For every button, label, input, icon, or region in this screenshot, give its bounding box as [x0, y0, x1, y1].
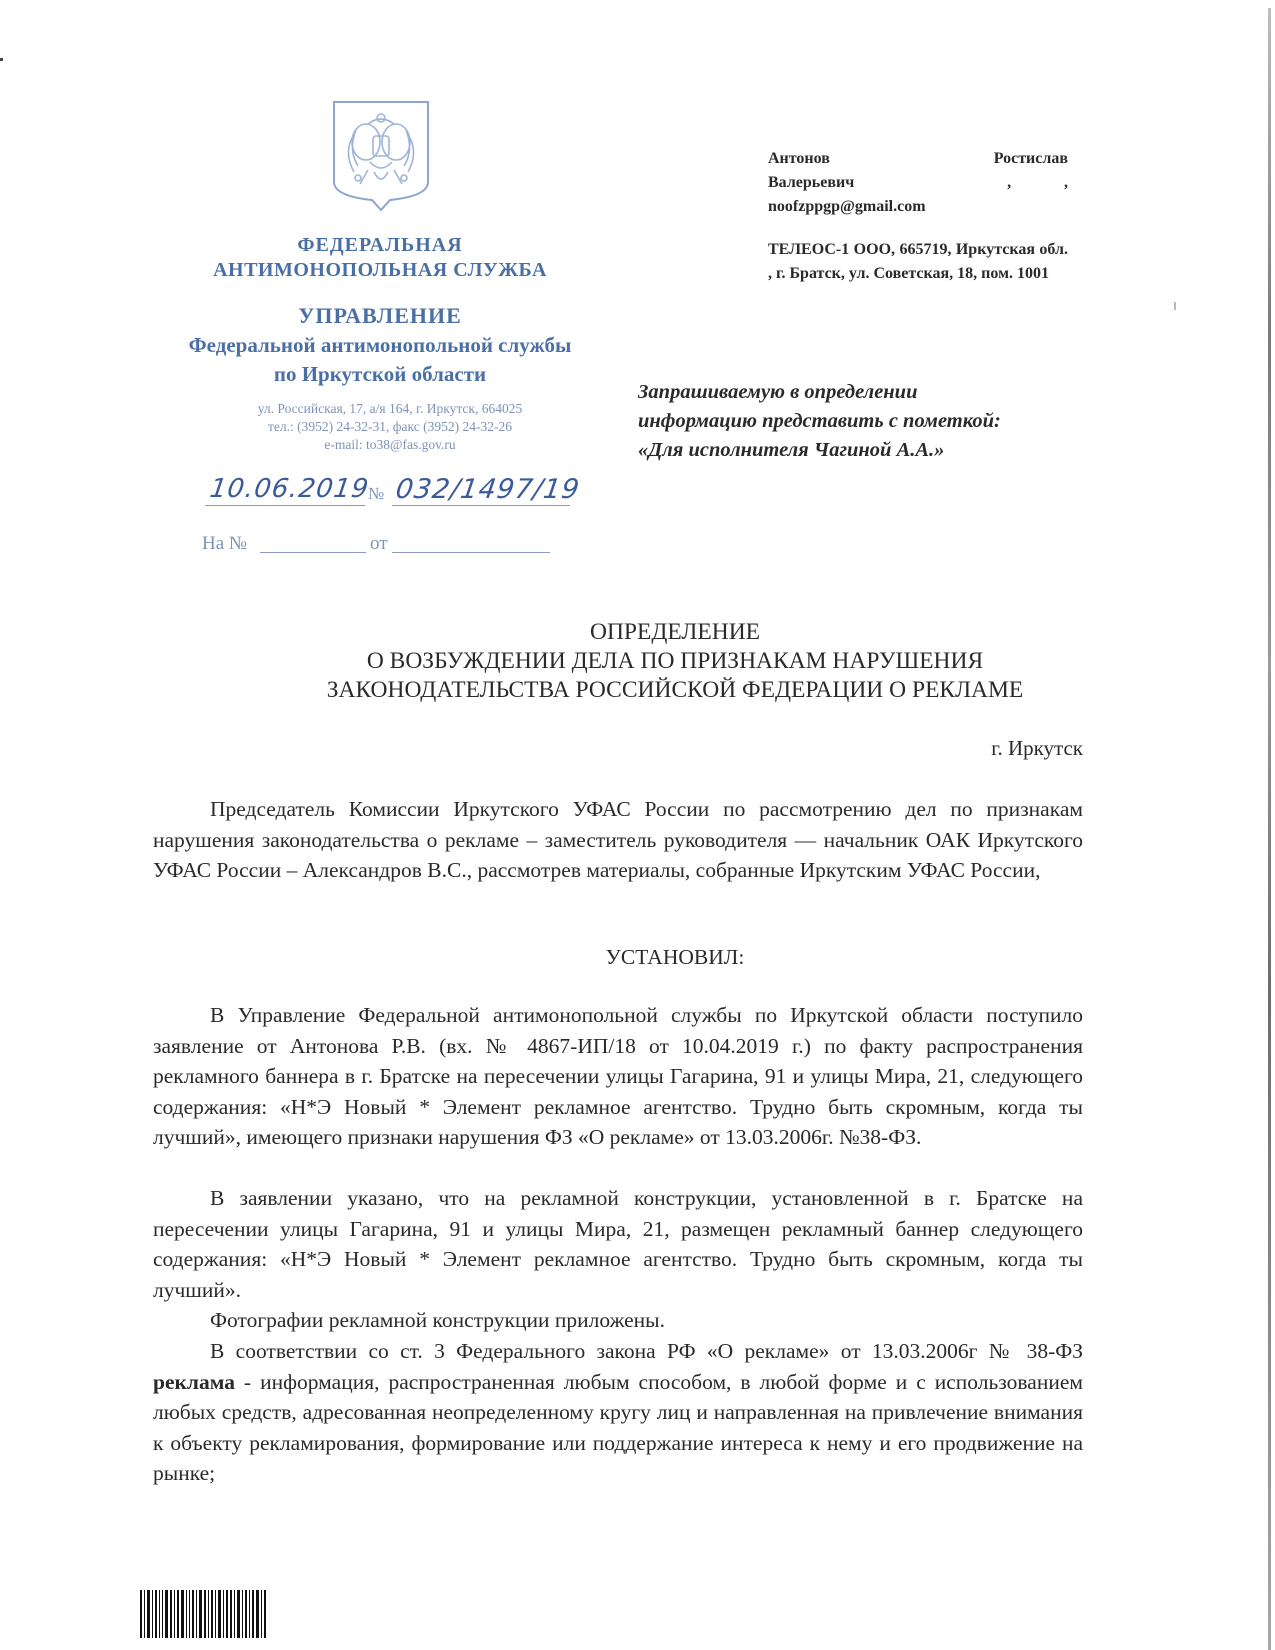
- barcode-bar: [186, 1590, 187, 1638]
- reply-from-field: [392, 552, 550, 553]
- body-paragraph-definition: [153, 1336, 1083, 1489]
- note-line3: «Для исполнителя Чагиной А.А.»: [638, 439, 945, 461]
- barcode: [140, 1590, 312, 1638]
- barcode-bar: [177, 1590, 179, 1638]
- document-title: ОПРЕДЕЛЕНИЕ: [589, 619, 761, 645]
- definition-term: реклама: [153, 1369, 235, 1394]
- dept-name-line1: УПРАВЛЕНИЕ: [298, 303, 462, 328]
- barcode-bar: [245, 1590, 247, 1638]
- document-subtitle-line1: О ВОЗБУЖДЕНИИ ДЕЛА ПО ПРИЗНАКАМ НАРУШЕНИЯ: [366, 648, 984, 674]
- body-paragraph: Фотографии рекламной конструкции приложены.: [210, 1308, 666, 1332]
- scan-artifact: [0, 58, 3, 61]
- barcode-bar: [170, 1590, 172, 1638]
- addressee-organization: ТЕЛЕОС-1 ООО, 665719, Иркутская обл. , г. Братск, ул. Советская, 18, пом. 1001: [768, 241, 1068, 282]
- dept-name-line2: Федеральной антимонопольной службы: [188, 333, 572, 357]
- letterhead-phone: тел.: (3952) 24-32-31, факс (3952) 24-32-26: [268, 419, 512, 434]
- scan-edge: [1268, 8, 1271, 1650]
- barcode-bar: [261, 1590, 262, 1638]
- note-line1: Запрашиваемую в определении: [638, 381, 918, 403]
- established-heading: УСТАНОВИЛ:: [605, 945, 745, 969]
- barcode-bar: [215, 1590, 216, 1638]
- definition-text-end: - информация, распространенная любым способом, в любой форме и с использованием любых средств, адресованная неопределенному кругу лиц и направленная на привлечение внимания к объекту рекламирования, формирование или поддержание интереса к нему и его продвижение на рынке;: [153, 1369, 1083, 1485]
- barcode-bar: [162, 1590, 163, 1638]
- scan-artifact: [1174, 302, 1176, 310]
- reply-from-label: от: [370, 533, 388, 554]
- barcode-bar: [155, 1590, 157, 1638]
- barcode-bar: [264, 1590, 266, 1638]
- barcode-bar: [223, 1590, 224, 1638]
- addressee-last-name: Антонов: [768, 150, 830, 167]
- coat-of-arms-icon: [330, 100, 432, 212]
- barcode-bar: [181, 1590, 184, 1638]
- barcode-bar: [152, 1590, 153, 1638]
- barcode-bar: [208, 1590, 209, 1638]
- reply-to-label: На №: [202, 533, 248, 554]
- barcode-bar: [140, 1590, 142, 1638]
- letterhead-address: ул. Российская, 17, а/я 164, г. Иркутск, 664025: [257, 401, 523, 416]
- addressee-email: noofzppgp@gmail.com: [768, 198, 926, 215]
- reply-to-field: [260, 552, 366, 553]
- addressee-first-name: Ростислав: [993, 150, 1068, 167]
- barcode-bar: [144, 1590, 145, 1638]
- barcode-bar: [204, 1590, 206, 1638]
- number-underline: [392, 505, 570, 506]
- barcode-bar: [165, 1590, 168, 1638]
- addressee-block: [768, 147, 1068, 219]
- barcode-bar: [159, 1590, 160, 1638]
- barcode-bar: [199, 1590, 202, 1638]
- date-underline: [205, 505, 365, 506]
- org-name-line2: АНТИМОНОПОЛЬНАЯ СЛУЖБА: [213, 259, 547, 281]
- definition-text-start: В соответствии со ст. 3 Федерального закона РФ «О рекламе» от 13.03.2006г № 38-ФЗ: [210, 1339, 1083, 1363]
- letterhead-email: e-mail: to38@fas.gov.ru: [324, 437, 456, 452]
- barcode-bar: [192, 1590, 194, 1638]
- barcode-bar: [189, 1590, 190, 1638]
- note-line2: информацию представить с пометкой:: [638, 410, 1001, 432]
- org-name-line1: ФЕДЕРАЛЬНАЯ: [297, 234, 463, 256]
- instruction-note: [638, 378, 1088, 465]
- registration-number-label: №: [368, 484, 385, 503]
- barcode-bar: [226, 1590, 228, 1638]
- addressee-separator: ,: [1007, 174, 1012, 191]
- document-subtitle-line2: ЗАКОНОДАТЕЛЬСТВА РОССИЙСКОЙ ФЕДЕРАЦИИ О РЕКЛАМЕ: [326, 677, 1024, 703]
- barcode-bar: [234, 1590, 235, 1638]
- barcode-bar: [196, 1590, 197, 1638]
- registration-number: 032/1497/19: [393, 474, 582, 505]
- dept-name-line3: по Иркутской области: [273, 362, 487, 386]
- barcode-bar: [242, 1590, 243, 1638]
- barcode-bar: [230, 1590, 232, 1638]
- barcode-bar: [237, 1590, 240, 1638]
- barcode-bar: [256, 1590, 259, 1638]
- barcode-bar: [211, 1590, 213, 1638]
- intro-paragraph: Председатель Комиссии Иркутского УФАС России по рассмотрению дел по признакам нарушения законодательства о рекламе – заместитель руководителя — начальник ОАК Иркутского УФАС России – Александров В.С., рассмотрев материалы, собранные Иркутским УФАС России,: [153, 797, 1083, 882]
- document-city: г. Иркутск: [991, 736, 1083, 760]
- addressee-separator: ,: [1063, 174, 1068, 191]
- body-paragraph: В заявлении указано, что на рекламной конструкции, установленной в г. Братске на пересечении улицы Гагарина, 91 и улицы Мира, 21, размещен рекламный баннер следующего содержания: «Н*Э Новый * Элемент рекламное агентство. Трудно быть скромным, когда ты лучший».: [153, 1186, 1083, 1302]
- barcode-bar: [218, 1590, 221, 1638]
- registration-date: 10.06.2019: [207, 474, 371, 504]
- barcode-bar: [252, 1590, 254, 1638]
- barcode-bar: [174, 1590, 175, 1638]
- addressee-patronymic: Валерьевич: [768, 174, 855, 191]
- barcode-bar: [147, 1590, 150, 1638]
- barcode-bar: [249, 1590, 250, 1638]
- body-paragraph: В Управление Федеральной антимонопольной службы по Иркутской области поступило заявление от Антонова Р.В. (вх. № 4867-ИП/18 от 10.04.2019 г.) по факту распространения рекламного баннера в г. Братске на пересечении улицы Гагарина, 91 и улицы Мира, 21, следующего содержания: «Н*Э Новый * Элемент рекламное агентство. Трудно быть скромным, когда ты лучший», имеющего признаки нарушения ФЗ «О рекламе» от 13.03.2006г. №38-ФЗ.: [153, 1003, 1083, 1149]
